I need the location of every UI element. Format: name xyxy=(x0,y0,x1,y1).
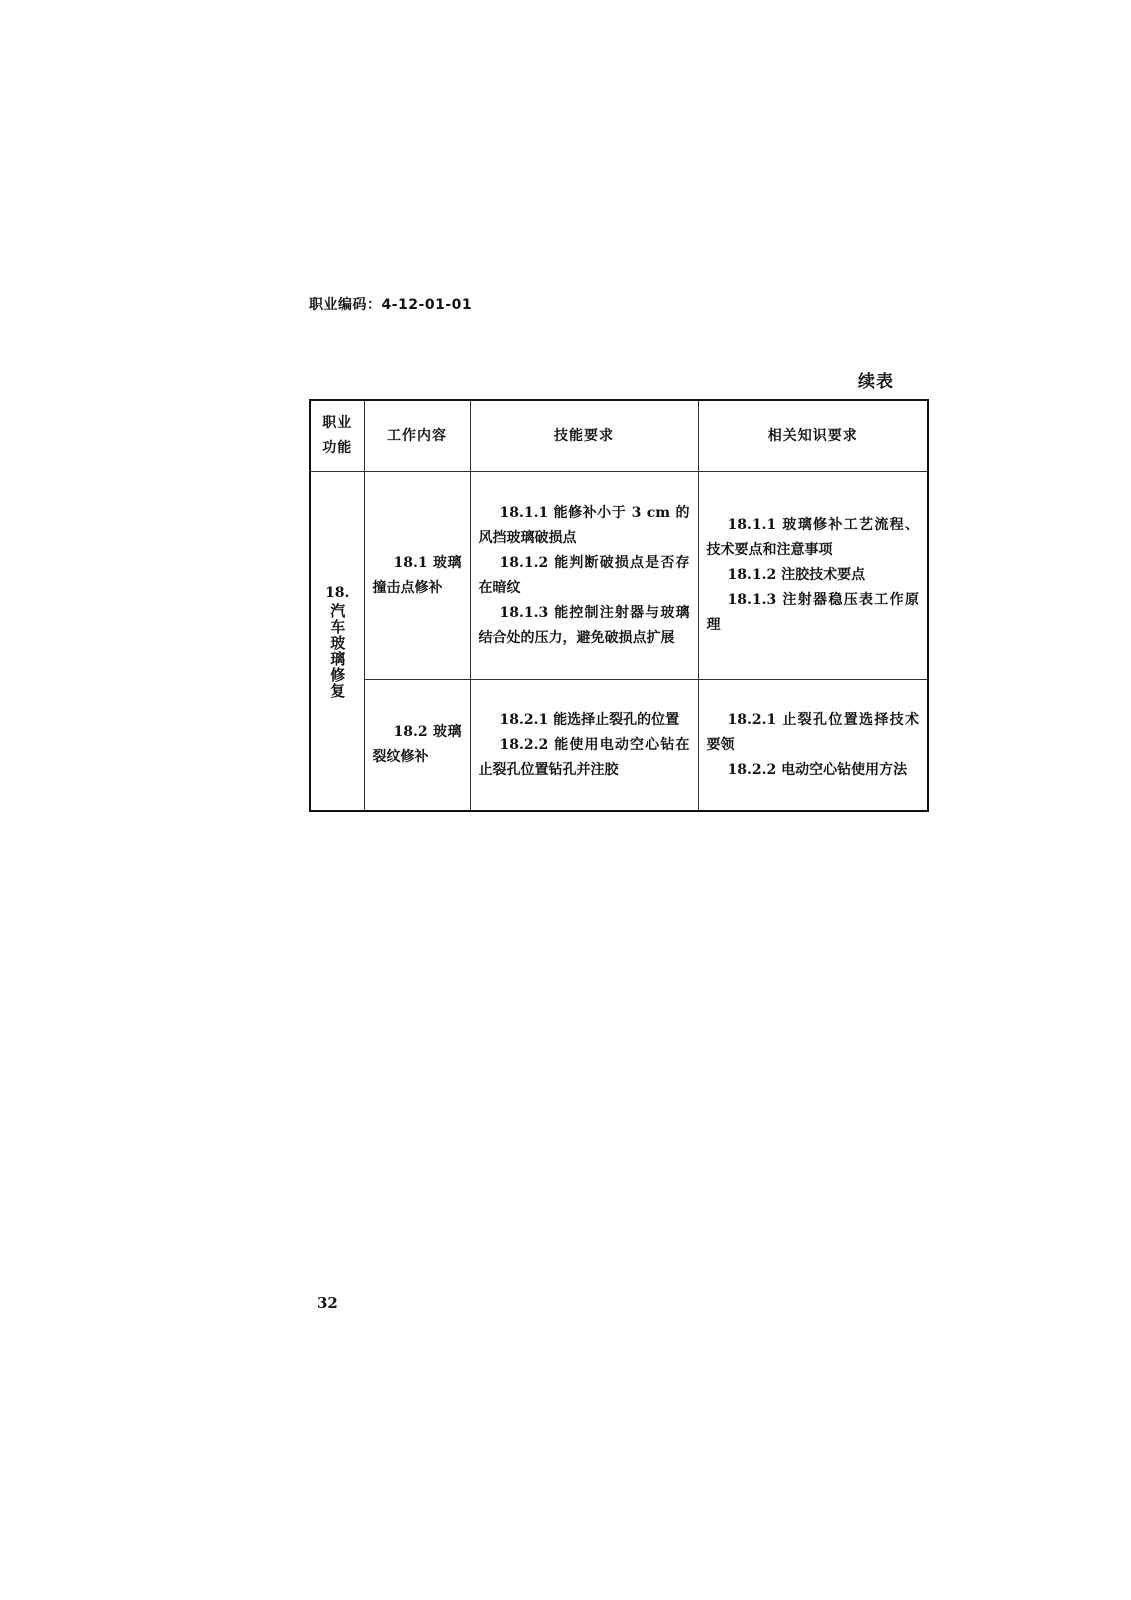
page-number: 32 xyxy=(317,1294,338,1312)
knowledge-item: 18.2.1 止裂孔位置选择技术要领 xyxy=(706,711,919,753)
knowledge-requirements-cell xyxy=(698,680,928,812)
skill-item: 18.1.2 能判断破损点是否存在暗纹 xyxy=(478,554,690,596)
skill-item: 18.2.1 能选择止裂孔的位置 xyxy=(499,711,680,728)
work-content-text: 18.1 玻璃撞击点修补 xyxy=(372,554,462,596)
function-name: 汽车玻璃修复 xyxy=(328,603,347,699)
skill-item: 18.2.2 能使用电动空心钻在止裂孔位置钻孔并注胶 xyxy=(478,736,690,778)
skill-requirements-cell xyxy=(470,472,698,680)
skill-requirements-cell xyxy=(470,680,698,812)
continued-table-label: 续表 xyxy=(858,372,894,392)
knowledge-requirements-cell xyxy=(698,472,928,680)
table-row xyxy=(310,472,928,680)
header-work-content: 工作内容 xyxy=(364,400,470,472)
occupation-code: 职业编码：4-12-01-01 xyxy=(309,297,473,313)
skill-item: 18.1.1 能修补小于 3 cm 的风挡玻璃破损点 xyxy=(478,504,690,546)
occupational-function-cell xyxy=(310,472,364,812)
knowledge-item: 18.1.1 玻璃修补工艺流程、技术要点和注意事项 xyxy=(706,517,919,558)
knowledge-item: 18.1.3 注射器稳压表工作原理 xyxy=(706,592,919,633)
table-header-row xyxy=(310,400,928,472)
work-content-cell xyxy=(364,680,470,812)
work-content-cell xyxy=(364,472,470,680)
knowledge-item: 18.2.2 电动空心钻使用方法 xyxy=(727,761,908,778)
skill-item: 18.1.3 能控制注射器与玻璃结合处的压力，避免破损点扩展 xyxy=(478,604,690,646)
header-occupational-function: 职业功能 xyxy=(310,400,364,472)
function-number: 18. xyxy=(325,585,350,601)
skill-standards-table xyxy=(309,399,929,812)
header-skill-requirements: 技能要求 xyxy=(470,400,698,472)
header-knowledge-requirements: 相关知识要求 xyxy=(698,400,928,472)
knowledge-item: 18.1.2 注胶技术要点 xyxy=(727,567,866,583)
work-content-text: 18.2 玻璃裂纹修补 xyxy=(372,724,462,765)
table-row xyxy=(310,680,928,812)
